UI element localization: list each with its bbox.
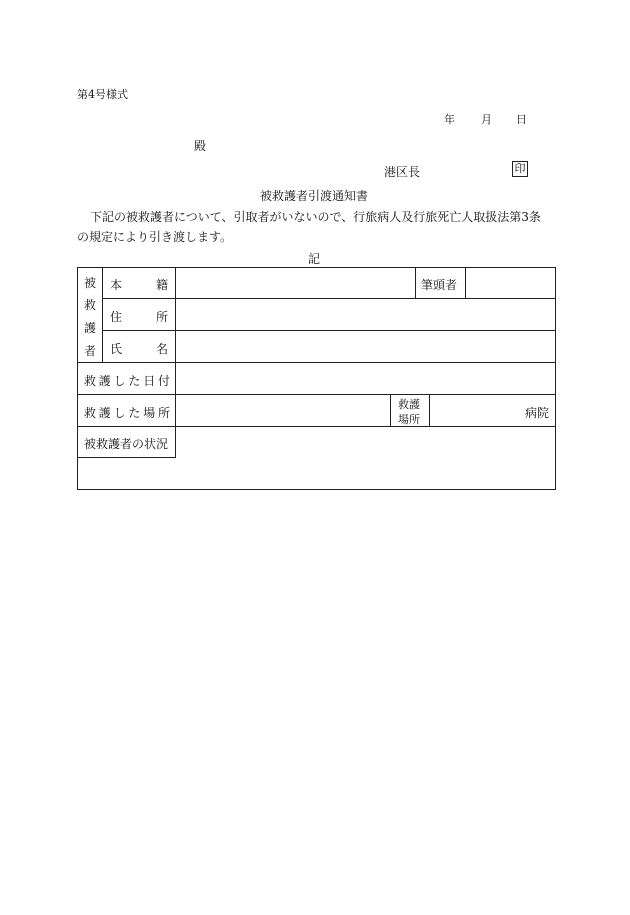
table-rule: [175, 267, 176, 458]
group-label-char: 救: [84, 298, 97, 312]
rescue-place-char: た: [128, 406, 141, 420]
rescue-place-char: 場: [143, 406, 156, 420]
address-label: [110, 308, 168, 325]
table-rule: [555, 267, 556, 490]
hittousha-label: 筆頭者: [421, 278, 458, 292]
name-char: 氏: [110, 342, 123, 356]
table-rule: [102, 298, 556, 299]
table-rule: [415, 267, 416, 298]
table-rule: [465, 267, 466, 298]
table-rule: [77, 267, 556, 268]
group-label-char: 護: [84, 321, 97, 335]
rescue-date-char: 付: [157, 374, 170, 388]
form-number: 第4号様式: [77, 88, 128, 101]
table-rule: [429, 394, 430, 426]
table-rule: [77, 426, 556, 427]
ki-marker: 記: [308, 252, 321, 266]
body-line-1: 下記の被救護者について、引取者がいないので、行旅病人及行旅死亡人取扱法第3条: [90, 210, 541, 224]
addressee-suffix: 殿: [194, 139, 207, 153]
rescue-date-char: し: [113, 374, 126, 388]
honseki-label: [110, 276, 168, 293]
rescue-location-label-line-1: 救護: [398, 398, 420, 411]
rescue-place-label: [84, 404, 170, 421]
name-label: [110, 340, 168, 357]
table-rule: [102, 267, 103, 362]
date-day-label: 日: [516, 113, 527, 126]
status-label: 被救護者の状況: [84, 437, 169, 451]
address-char: 住: [110, 310, 123, 324]
rescue-place-char: 護: [98, 406, 111, 420]
table-rule: [77, 489, 556, 490]
table-rule: [77, 362, 556, 363]
rescue-date-char: 救: [84, 374, 97, 388]
seal-stamp: 印: [512, 161, 528, 177]
date-month-label: 月: [481, 113, 492, 126]
honseki-char: 本: [110, 278, 123, 292]
table-rule: [102, 330, 556, 331]
group-label-char: 者: [84, 344, 97, 358]
hospital-label: 病院: [525, 406, 550, 420]
body-paragraph: [77, 207, 560, 247]
table-rule: [77, 394, 556, 395]
body-line-2: の規定により引き渡します。: [77, 230, 233, 244]
address-char: 所: [155, 310, 168, 324]
rescue-date-char: 日: [143, 374, 156, 388]
document-title: 被救護者引渡通知書: [260, 189, 369, 203]
rescue-place-char: 救: [84, 406, 97, 420]
issuer: 港区長: [384, 165, 421, 179]
table-rule: [390, 394, 391, 426]
rescue-place-char: 所: [157, 406, 170, 420]
rescue-place-char: し: [113, 406, 126, 420]
table-rule: [77, 267, 78, 490]
rescue-location-label-line-2: 場所: [398, 413, 420, 426]
rescue-date-label: [84, 372, 170, 389]
honseki-char: 籍: [155, 278, 168, 292]
date-year-label: 年: [444, 113, 455, 126]
table-rule: [77, 457, 175, 458]
name-char: 名: [155, 342, 168, 356]
rescue-date-char: 護: [98, 374, 111, 388]
rescue-date-char: た: [128, 374, 141, 388]
group-label-char: 被: [84, 276, 97, 290]
